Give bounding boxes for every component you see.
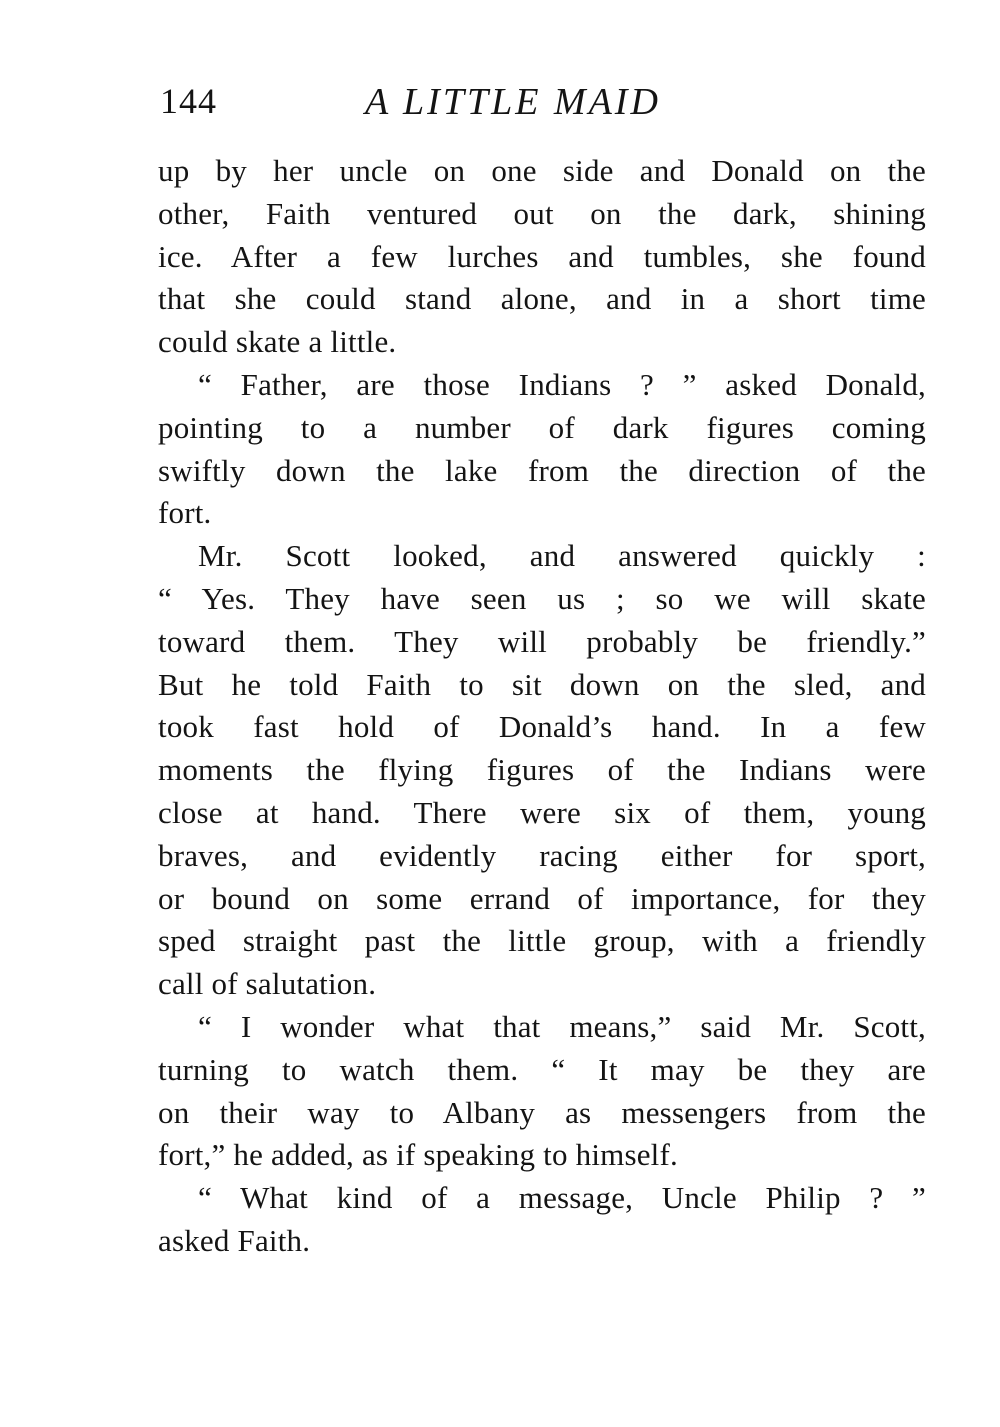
page-header [160,80,930,130]
text-line: fort. [158,495,212,531]
text-line: on their way to Albany as messengers from the [158,1094,926,1130]
text-line: But he told Faith to sit down on the sled, and [158,666,926,702]
text-line: swiftly down the lake from the direction of the [158,452,926,488]
text-line: could skate a little. [158,324,397,360]
text-line: “ Yes. They have seen us ; so we will skate [158,580,926,616]
page-number: 144 [160,81,217,121]
body-text [158,150,926,1263]
running-title: A LITTLE MAID [365,81,661,123]
text-line: asked Faith. [158,1222,311,1258]
text-line: braves, and evidently racing either for sport, [158,837,926,873]
text-line: sped straight past the little group, with a friendly [158,923,926,959]
text-line: that she could stand alone, and in a short time [158,281,926,317]
text-line: fort,” he added, as if speaking to himself. [158,1137,678,1173]
text-line: toward them. They will probably be friendly.” [158,623,926,659]
text-line: “ What kind of a message, Uncle Philip ? ” [198,1180,926,1216]
text-line: close at hand. There were six of them, young [158,794,926,830]
text-line: pointing to a number of dark figures coming [158,409,926,445]
text-line: Mr. Scott looked, and answered quickly : [198,538,926,574]
text-line: “ I wonder what that means,” said Mr. Scott, [198,1008,926,1044]
text-line: or bound on some errand of importance, for they [158,880,926,916]
text-line: took fast hold of Donald’s hand. In a few [158,709,926,745]
text-line: moments the flying figures of the Indians were [158,752,926,788]
text-line: up by her uncle on one side and Donald on the [158,153,926,188]
text-line: other, Faith ventured out on the dark, shining [158,195,926,231]
text-line: call of salutation. [158,966,377,1002]
text-line: “ Father, are those Indians ? ” asked Donald, [198,366,926,402]
text-line: ice. After a few lurches and tumbles, she found [158,238,926,274]
text-line: turning to watch them. “ It may be they are [158,1051,926,1087]
